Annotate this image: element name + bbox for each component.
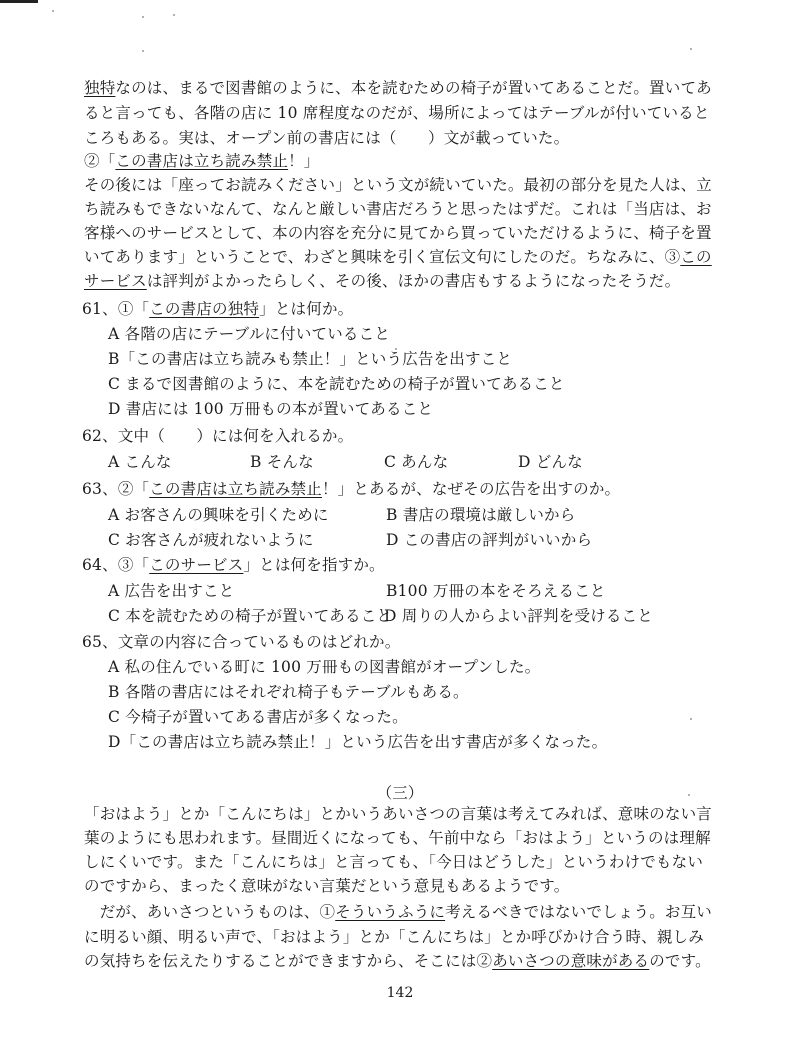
passage-line: その後には「座ってお読みください」という文が続いていた。最初の部分を見た人は、立 — [84, 176, 713, 194]
option-d: D 書店には 100 万冊もの本が置いてあること — [108, 400, 434, 418]
option-b: B100 万冊の本をそろえること — [386, 582, 606, 600]
paragraph-line: 葉のようにも思われます。昼間近くになっても、午前中なら「おはよう」というのは理解 — [84, 829, 711, 847]
scan-speck — [52, 10, 54, 12]
question-stem: 62、文中（ ）には何を入れるか。 — [82, 427, 354, 445]
paragraph-line: の気持ちを伝えたりすることができますから、そこには②あいさつの意味があるのです。 — [84, 952, 711, 970]
option-c: C まるで図書館のように、本を読むための椅子が置いてあること — [108, 375, 565, 393]
option-b: B 書店の環境は厳しいから — [386, 506, 576, 524]
option-d: D どんな — [518, 453, 583, 471]
option-a: A こんな — [108, 453, 172, 471]
passage-line: いてあります」ということで、わざと興味を引く宣伝文句にしたのだ。ちなみに、③この — [84, 248, 712, 266]
paragraph-line: 「おはよう」とか「こんにちは」とかいうあいさつの言葉は考えてみれば、意味のない言 — [84, 805, 713, 823]
scan-speck — [688, 794, 690, 796]
paragraph-line: だが、あいさつというものは、①そういうふうに考えるべきではないでしょう。お互い — [84, 903, 713, 921]
page-number: 142 — [386, 985, 414, 1001]
question-stem: 63、②「この書店は立ち読み禁止！」とあるが、なぜその広告を出すのか。 — [82, 480, 621, 498]
option-c: C 本を読むための椅子が置いてあること — [108, 607, 393, 625]
option-c: C お客さんが疲れないように — [108, 531, 314, 549]
option-c: C あんな — [384, 453, 449, 471]
passage-line: ち読みもできないなんて、なんと厳しい書店だろうと思ったはずだ。これは「当店は、お — [84, 200, 712, 218]
option-d: D この書店の評判がいいから — [386, 531, 593, 549]
option-a: A 広告を出すこと — [108, 582, 235, 600]
option-d: D「この書店は立ち読み禁止！」という広告を出す書店が多くなった。 — [108, 733, 608, 751]
option-b: B「この書店は立ち読みも禁止！」という広告を出すこと — [108, 350, 513, 368]
paragraph-line: に明るい顔、明るい声で、「おはよう」とか「こんにちは」とか呼びかけ合う時、親しみ — [84, 928, 704, 946]
scan-speck — [173, 14, 175, 16]
option-a: A お客さんの興味を引くために — [108, 506, 329, 524]
passage-line: 独特なのは、まるで図書館のように、本を読むための椅子が置いてあることだ。置いてあ — [84, 79, 712, 97]
option-b: B そんな — [250, 453, 314, 471]
question-stem: 64、③「このサービス」とは何を指すか。 — [82, 556, 385, 574]
option-b: B 各階の書店にはそれぞれ椅子もテーブルもある。 — [108, 683, 469, 701]
section-heading: （三） — [376, 784, 424, 802]
option-a: A 私の住んでいる町に 100 万冊もの図書館がオープンした。 — [108, 658, 541, 676]
scan-speck — [142, 16, 144, 18]
passage-line: サービスは評判がよかったらしく、その後、ほかの書店もするようになったそうだ。 — [84, 272, 681, 290]
scan-speck — [690, 48, 692, 50]
passage-line: 客様へのサービスとして、本の内容を充分に見てから買っていただけるように、椅子を置 — [84, 224, 712, 242]
passage-line: ②「この書店は立ち読み禁止！」 — [84, 152, 320, 170]
question-stem: 61、①「この書店の独特」とは何か。 — [82, 300, 354, 318]
scan-speck — [142, 50, 144, 52]
paragraph-line: のですから、まったく意味がない言葉だという意見もあるようです。 — [84, 877, 570, 895]
option-c: C 今椅子が置いてある書店が多くなった。 — [108, 708, 408, 726]
scan-speck — [395, 348, 397, 350]
question-stem: 65、文章の内容に合っているものはどれか。 — [82, 633, 401, 651]
scan-corner-mark — [0, 0, 38, 3]
passage-line: ころもある。実は、オープン前の書店には（ ）文が載っていた。 — [84, 129, 570, 147]
option-d: D 周りの人からよい評判を受けること — [384, 607, 653, 625]
passage-line: ると言っても、各階の店に 10 席程度なのだが、場所によってはテーブルが付いていると — [84, 104, 710, 122]
option-a: A 各階の店にテーブルに付いていること — [108, 325, 391, 343]
scan-speck — [690, 718, 692, 720]
paragraph-line: しにくいです。また「こんにちは」と言っても、「今日はどうした」というわけでもない — [84, 853, 704, 871]
